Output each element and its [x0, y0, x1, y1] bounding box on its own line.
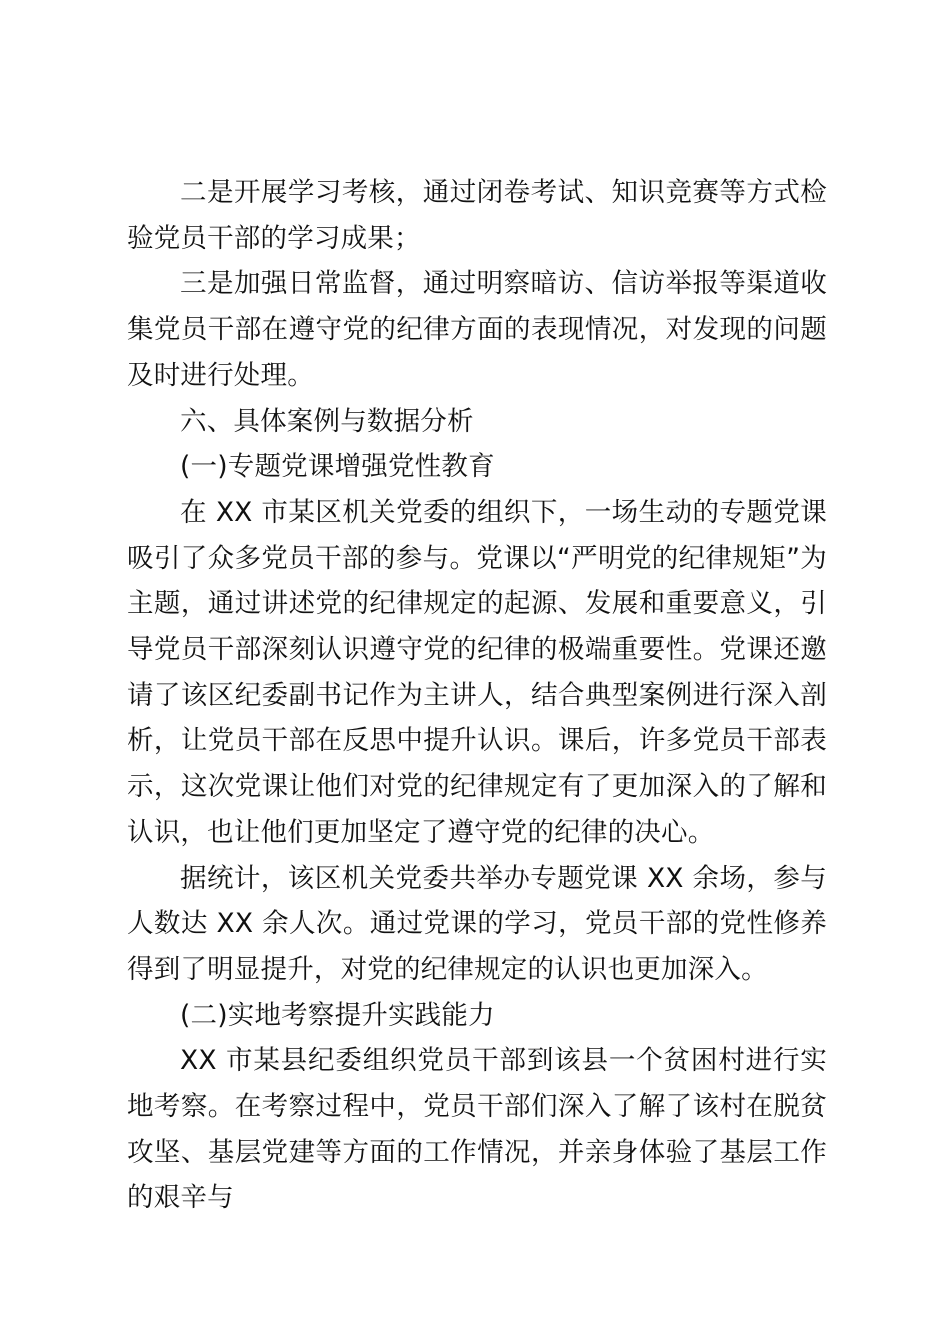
paragraph-lecture-statistics: 据统计，该区机关党委共举办专题党课 XX 余场，参与人数达 XX 余人次。通过党课的学习，党员干部的党性修养得到了明显提升，对党的纪律规定的认识也更加深入。 [127, 862, 827, 985]
paragraph-field-inspection-case: XX 市某县纪委组织党员干部到该县一个贫困村进行实地考察。在考察过程中，党员干部们深入了解了该村在脱贫攻坚、基层党建等方面的工作情况，并亲身体验了基层工作的艰辛与 [127, 1045, 827, 1214]
paragraph-study-assessment: 二是开展学习考核，通过闭卷考试、知识竞赛等方式检验党员干部的学习成果； [127, 177, 827, 254]
document-body [127, 170, 827, 1221]
paragraph-daily-supervision: 三是加强日常监督，通过明察暗访、信访举报等渠道收集党员干部在遵守党的纪律方面的表现情况，对发现的问题及时进行处理。 [127, 268, 827, 391]
subheading-party-lecture: (一)专题党课增强党性教育 [180, 451, 495, 483]
section-heading-case-analysis: 六、具体案例与数据分析 [180, 405, 474, 437]
subheading-field-inspection: (二)实地考察提升实践能力 [180, 999, 495, 1031]
paragraph-party-lecture-case: 在 XX 市某区机关党委的组织下，一场生动的专题党课吸引了众多党员干部的参与。党课以“严明党的纪律规矩”为主题，通过讲述党的纪律规定的起源、发展和重要意义，引导党员干部深刻认识遵守党的纪律的极端重要性。党课还邀请了该区纪委副书记作为主讲人，结合典型案例进行深入剖析，让党员干部在反思中提升认识。课后，许多党员干部表示，这次党课让他们对党的纪律规定有了更加深入的了解和认识，也让他们更加坚定了遵守党的纪律的决心。 [127, 496, 827, 848]
